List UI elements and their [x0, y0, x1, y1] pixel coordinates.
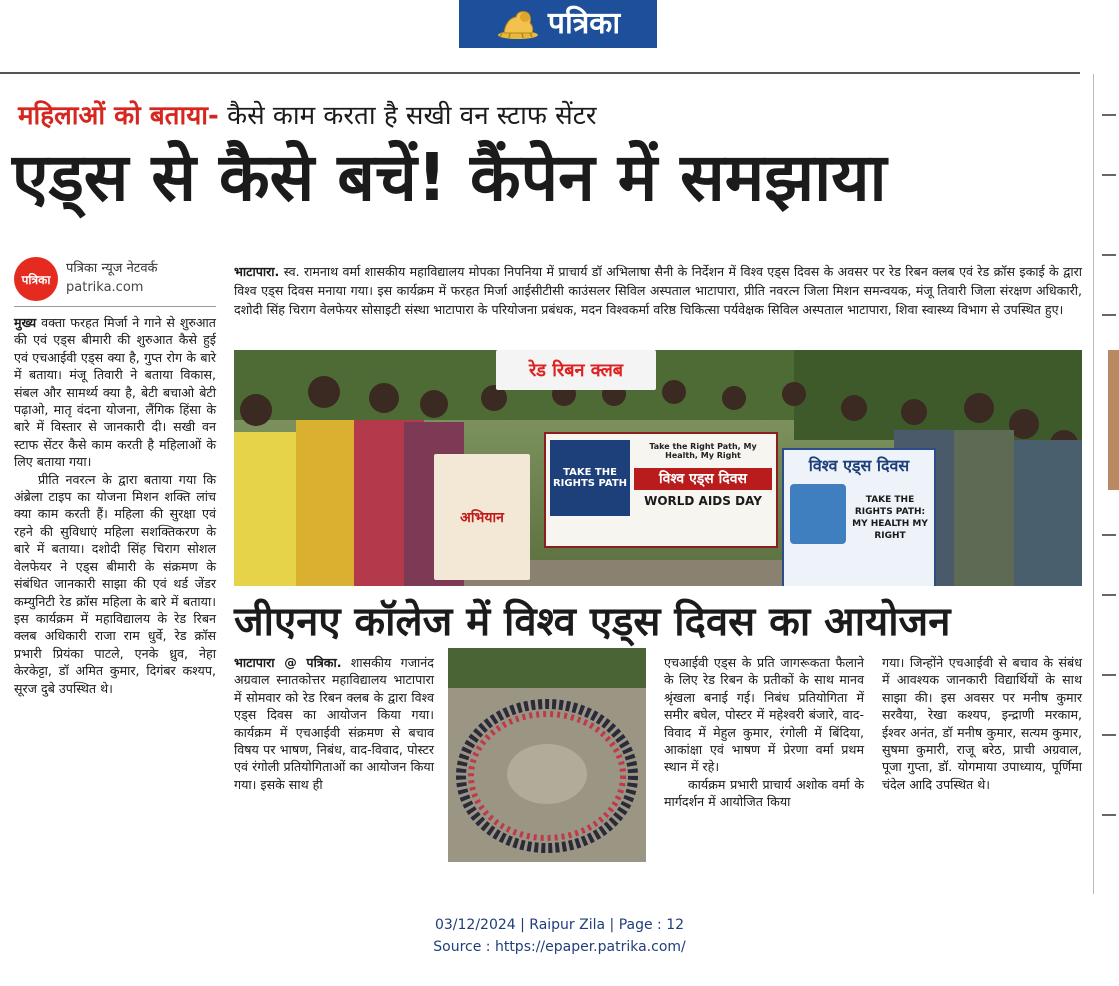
banner-world-aids-day: [544, 432, 778, 548]
banner-right-title: विश्व एड्स दिवस: [808, 456, 910, 475]
event-photo: [234, 350, 1082, 586]
brand-name: पत्रिका: [547, 6, 621, 41]
footer: [0, 914, 1119, 958]
main-headline: एड्स से कैसे बचें! कैंपेन में समझाया: [12, 139, 887, 216]
banner-hindi-title: विश्व एड्स दिवस: [634, 468, 772, 490]
banner-rights-path: TAKE THE RIGHTS PATH: [550, 440, 630, 516]
banner-right: [782, 448, 936, 586]
intro-dateline: भाटापारा.: [234, 264, 280, 279]
story2-col2-para-1: एचआईवी एड्स के प्रति जागरूकता फैलाने के लिए रेड रिबन के प्रतीकों के साथ मानव श्रृंखला बनाई गई। निबंध प्रतियोगिता में समीर बघेल, पोस्टर में महेश्वरी बंजारे, वाद-विवाद में मेहुल कुमार, रंगोली में बिंदिया, आकांक्षा एवं भाषण में प्रेरणा वर्मा प्रथम स्थान में रहे।: [664, 655, 864, 775]
footer-date-page: 03/12/2024 | Raipur Zila | Page : 12: [434, 917, 685, 933]
kicker-text: कैसे काम करता है सखी वन स्टाफ सेंटर: [218, 101, 597, 131]
kicker-line: [18, 96, 597, 132]
banner-left: अभियान: [434, 454, 530, 580]
story2-col2-para-2: कार्यक्रम प्रभारी प्राचार्य अशोक वर्मा के मार्गदर्शन में आयोजित किया: [664, 776, 864, 810]
story2-column-3: गया। जिन्होंने एचआईवी से बचाव के संबंध में आवश्यक जानकारी विद्यार्थियों के साथ साझा की। इस अवसर पर मनीष कुमार सरवैया, रेखा कश्यप, इन्द्राणी मरकाम, ईश्वर अनंत, डॉ मनीष कुमार, सत्यम कुमार, सुषमा कुमारी, राजू बरेठ, प्राची अग्रवाल, पूजा गुप्ता, डॉ. योगमाया उपाध्याय, पूर्णिमा चंदेल आदि उपस्थित थे।: [882, 655, 1082, 792]
lion-emblem-icon: [496, 7, 540, 41]
human-chain-photo: [448, 648, 646, 862]
byline-rule: [14, 306, 216, 307]
story2-dateline: भाटापारा @ पत्रिका.: [234, 655, 342, 670]
story2-column-1: भाटापारा @ पत्रिका. शासकीय गजानंद अग्रवाल स्नातकोत्तर महाविद्यालय भाटापारा में सोमवार को रेड रिबन क्लब के द्वारा विश्व एड्स दिवस का आयोजन किया गया। कार्यक्रम में एचआईवी संक्रमण से बचाव विषय पर भाषण, निबंध, वाद-विवाद, पोस्टर एवं रंगोली प्रतियोगिताओं का आयोजन किया गया। इसके साथ ही: [234, 655, 434, 792]
left-para-2: प्रीति नवरत्न के द्वारा बताया गया कि अंब्रेला टाइप का योजना मिशन शक्ति लांच क्या काम करती हैं। महिला की सुरक्षा एवं रहने की सुविधाएं महिला सशक्तिकरण के बारे में बताया। दशोदी सिंह चिराग सोशल वेलफेयर ने एड्स बीमारी के संक्रमण के संबंधित जानकारी साझा की एवं थर्ड जेंडर कम्युनिटी रेड क्रॉस महिला के बारे में बताया। इस कार्यक्रम में महाविद्यालय के रेड रिबन क्लब अधिकारी राजा राम धुर्वे, रेड क्रॉस प्रभारी प्रियंका पाटले, एनके ध्रुव, नेहा केरकेट्टा, डॉ अमित कुमार, दिगंबर कश्यप, सूरज दुबे उपस्थित थे।: [14, 471, 216, 696]
intro-paragraph: भाटापारा. स्व. रामनाथ वर्मा शासकीय महाविद्यालय मोपका निपनिया में प्राचार्य डॉ अभिलाषा सैनी के निर्देशन में विश्व एड्स दिवस के अवसर पर रेड रिबन क्लब एवं रेड क्रॉस इकाई के द्वारा विश्व एड्स दिवस मनाया गया। इस कार्यक्रम में फरहत मिर्जा आईसीटीसी काउंसलर सिविल अस्पताल भाटापारा, प्रीति नवरत्न जिला मिशन समन्वयक, मंजू तिवारी जिला संरक्षण अधिकारी, दशोदी सिंह चिराग वेलफेयर सोसाइटी संस्था भाटापारा के परियोजना प्रबंधक, मदन विश्वकर्मा वरिष्ठ चिकित्सा पर्यवेक्षक सिविल अस्पताल भाटापारा, शिवा स्वास्थ्य विभाग से उपस्थित हुए।: [234, 264, 1082, 317]
byline-site: patrika.com: [66, 280, 144, 295]
footer-source: Source : https://epaper.patrika.com/: [433, 939, 686, 955]
masthead: [459, 0, 657, 48]
banner-right-graphic: [790, 484, 846, 544]
banner-red-ribbon: रेड रिबन क्लब: [496, 350, 656, 390]
patrika-logo-icon: पत्रिका: [14, 257, 58, 301]
byline: [14, 256, 216, 302]
adjacent-page-strip: [1093, 74, 1119, 894]
banner-right-theme: TAKE THE RIGHTS PATH: MY HEALTH MY RIGHT: [852, 495, 928, 541]
banner-theme: Take the Right Path, My Health, My Right: [649, 442, 757, 460]
header-rule: [0, 72, 1080, 74]
left-para-1: मुख्य वक्ता फरहत मिर्जा ने गाने से शुरुआत की एवं एड्स बीमारी की शुरुआत कैसे हुई एवं एचआईवी एड्स क्या है, गुप्त रोग के बारे में बताया। मंजू तिवारी ने बताया विकास, संबल और सामर्थ्य क्या है, बेटी बचाओ बेटी पढ़ाओ, मातृ वंदना योजना, लैंगिक हिंसा के बारे में विस्तार से जानकारी दी। सखी वन स्टाफ सेंटर कैसे काम करती है महिलाओं के लिए बताया गया।: [14, 315, 216, 470]
sub-headline: जीएनए कॉलेज में विश्व एड्स दिवस का आयोजन: [234, 599, 951, 645]
byline-network: पत्रिका न्यूज नेटवर्क: [66, 261, 158, 277]
banner-english-title: WORLD AIDS DAY: [644, 494, 762, 508]
kicker-highlight: महिलाओं को बताया-: [18, 101, 219, 131]
story2-column-2: [664, 654, 864, 811]
lead-word: मुख्य: [14, 315, 37, 330]
left-column: [14, 314, 216, 697]
